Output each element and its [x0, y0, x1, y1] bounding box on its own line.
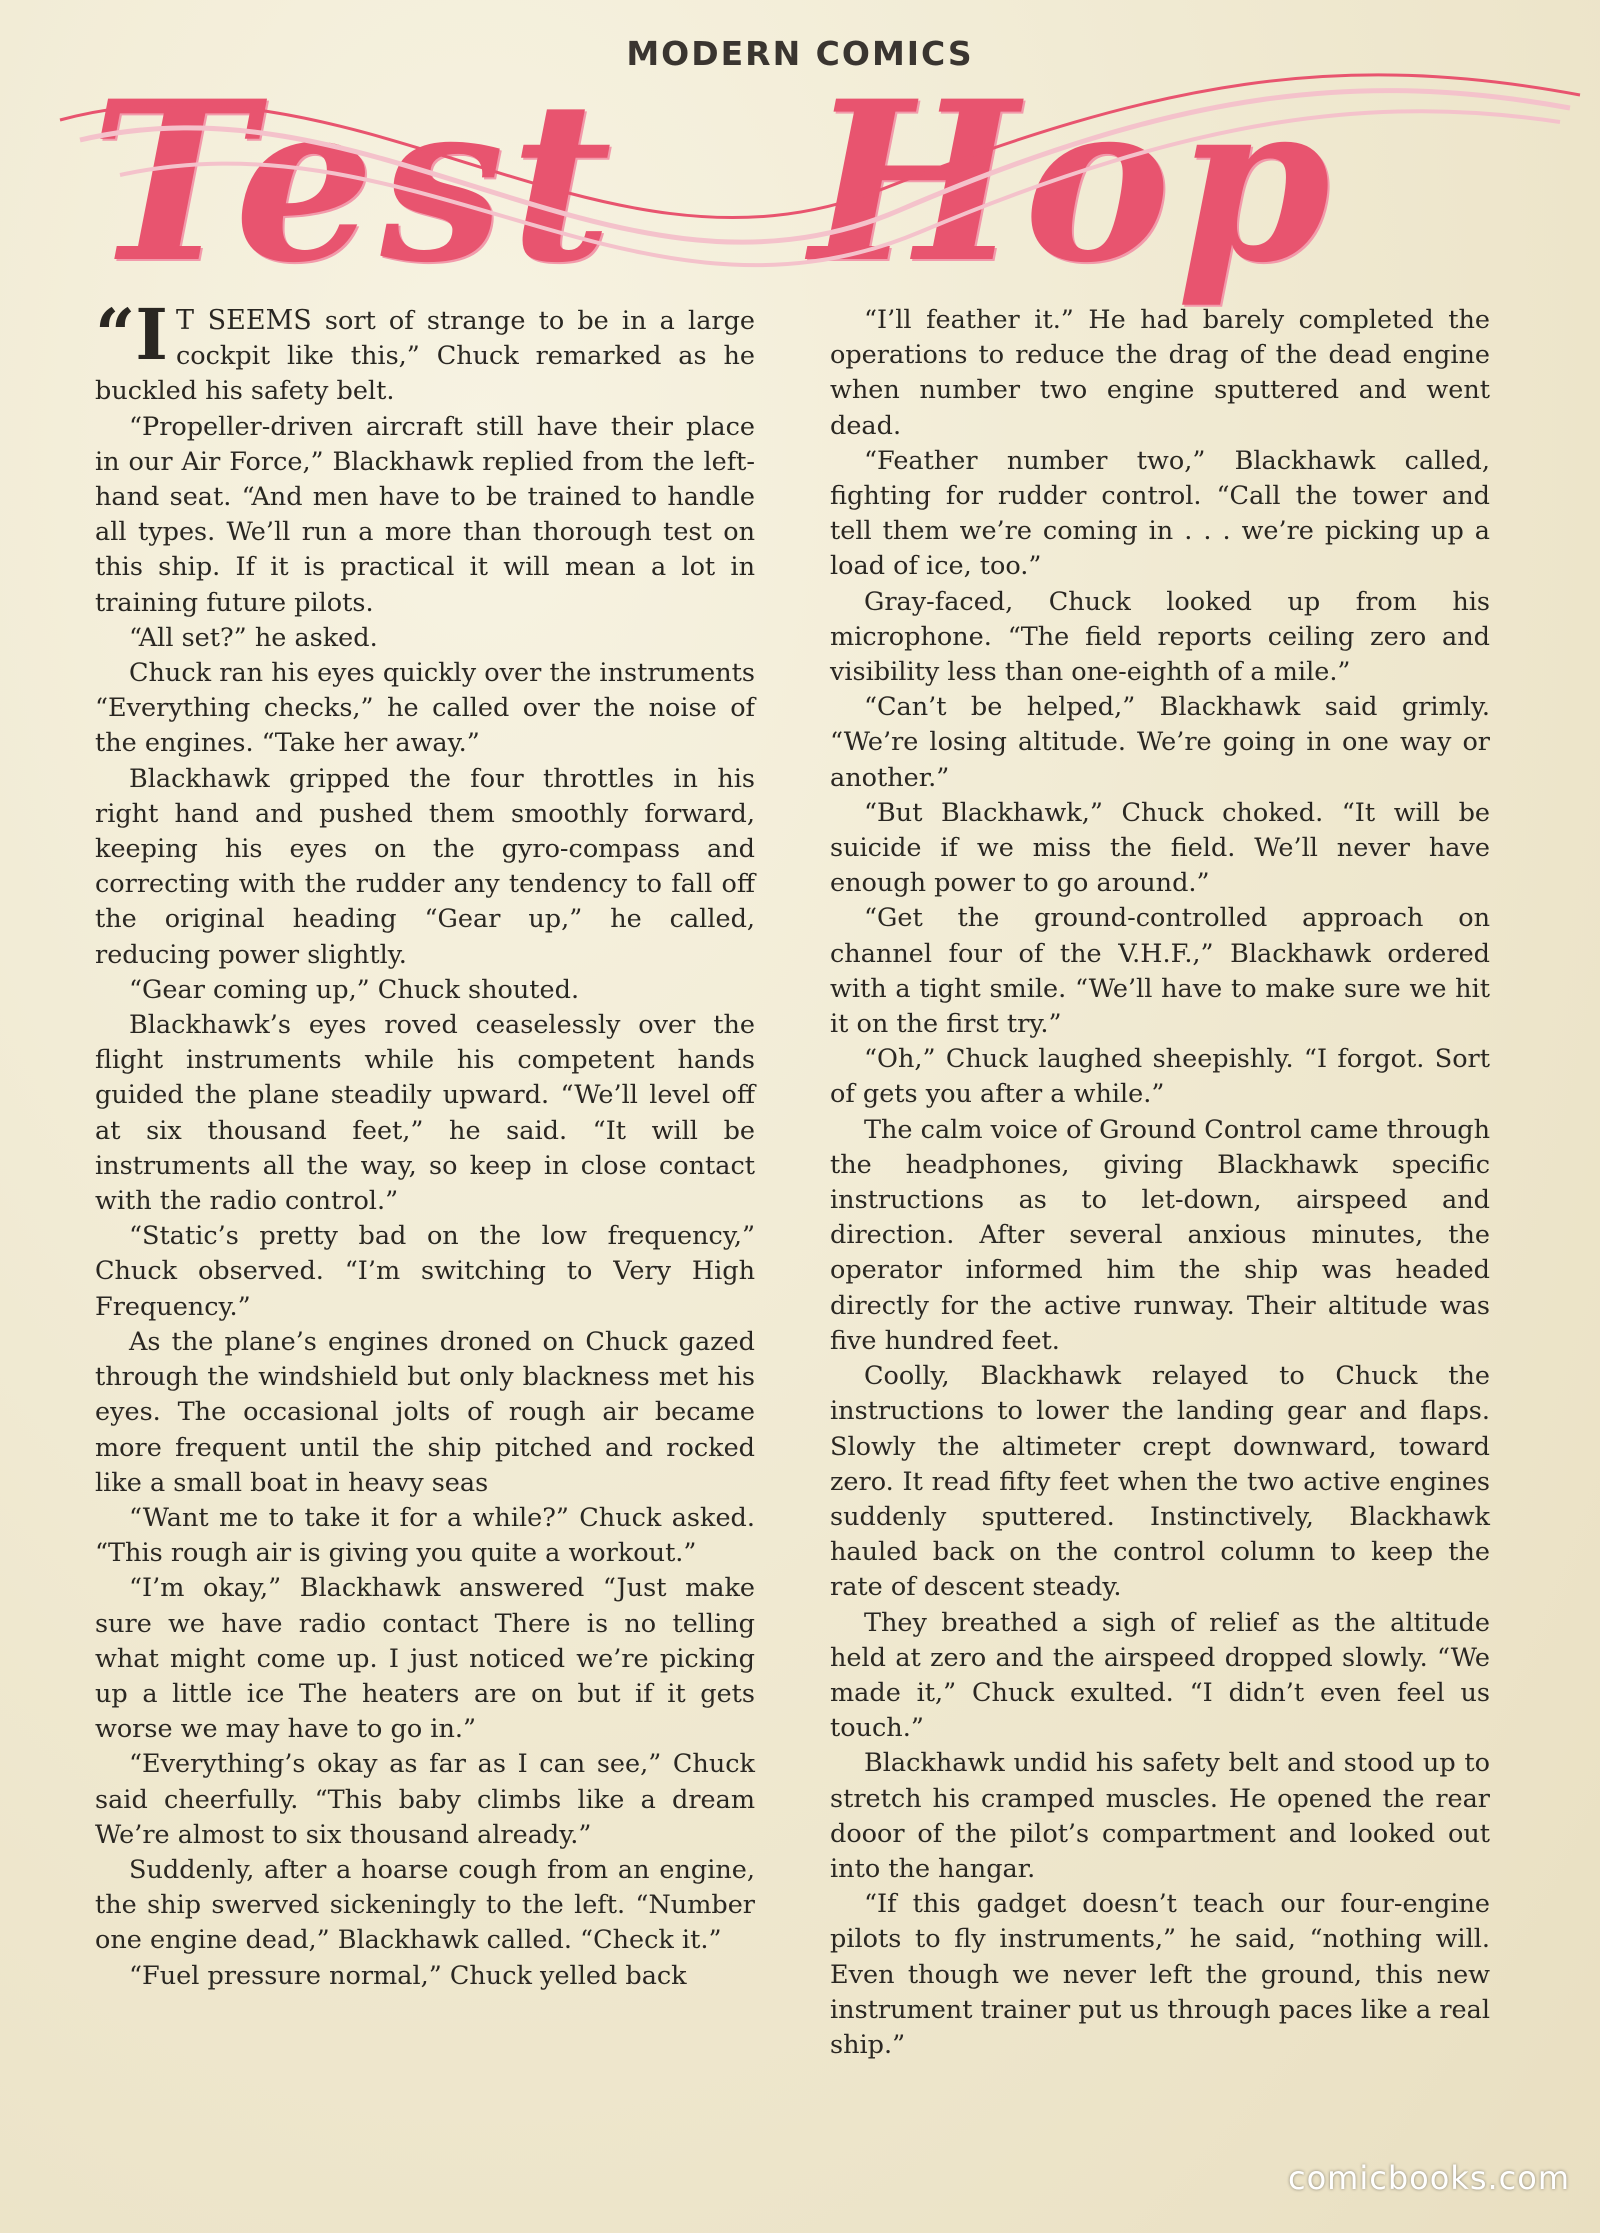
paragraph: Chuck ran his eyes quickly over the instruments “Everything checks,” he called over the noise of the engines. “Take her away.”	[95, 658, 755, 759]
paragraph: “Gear coming up,” Chuck shouted.	[129, 974, 580, 1005]
lead-in-caps: T SEEMS	[176, 305, 312, 336]
paragraph: Blackhawk undid his safety belt and stood up to stretch his cramped muscles. He opened the rear dooor of the pilot’s compartment and looked out into the hangar.	[830, 1748, 1490, 1884]
paragraph-opening	[95, 293, 755, 410]
left-column	[95, 293, 755, 1994]
story-body	[95, 293, 1505, 2103]
masthead: MODERN COMICS	[626, 34, 974, 73]
paragraph: “If this gadget doesn’t teach our four-engine pilots to fly instruments,” he said, “nothing will. Even though we never left the ground, this new instrument trainer put us through paces like a real ship.”	[830, 1889, 1490, 2060]
paragraph: “Propeller-driven aircraft still have their place in our Air Force,” Blackhawk replied from the left-hand seat. “And men have to be trained to handle all types. We’ll run a more than thorough test on this ship. If it is practical it will mean a lot in training future pilots.	[95, 411, 755, 618]
paragraph: The calm voice of Ground Control came through the headphones, giving Blackhawk specific instructions as to let-down, airspeed and direction. After several anxious minutes, the operator informed him the ship was headed directly for the active runway. Their altitude was five hundred feet.	[830, 1114, 1490, 1356]
site-watermark: comicbooks.com	[1287, 2159, 1570, 2197]
paragraph: “I’m okay,” Blackhawk answered “Just make sure we have radio contact There is no telling what might come up. I just noticed we’re picking up a little ice The heaters are on but if it gets worse we may have to go in.”	[95, 1573, 755, 1745]
paragraph: “All set?” he asked.	[129, 622, 378, 653]
title-word-test: Test	[90, 52, 618, 311]
right-column	[830, 303, 1490, 2063]
paragraph: “But Blackhawk,” Chuck choked. “It will be suicide if we miss the field. We’ll never have enough power to go around.”	[830, 797, 1490, 899]
paragraph: As the plane’s engines droned on Chuck gazed through the windshield but only blackness met his eyes. The occasional jolts of rough air became more frequent until the ship pitched and rocked like a small boat in heavy seas	[95, 1326, 755, 1498]
paragraph: They breathed a sigh of relief as the altitude held at zero and the airspeed dropped slowly. “We made it,” Chuck exulted. “I didn’t even feel us touch.”	[830, 1607, 1490, 1744]
drop-cap: “I	[95, 293, 169, 376]
opening-text: sort of strange to be in a large cockpit like this,” Chuck remarked as he buckled his safety belt.	[95, 306, 755, 407]
paragraph: “Fuel pressure normal,” Chuck yelled back	[129, 1960, 687, 1991]
paragraph: “Can’t be helped,” Blackhawk said grimly. “We’re losing altitude. We’re going in one way or another.”	[830, 692, 1490, 793]
paragraph: “Want me to take it for a while?” Chuck asked. “This rough air is giving you quite a workout.”	[95, 1502, 755, 1569]
paragraph: Blackhawk gripped the four throttles in his right hand and pushed them smoothly forward, keeping his eyes on the gyro-compass and correcting with the rudder any tendency to fall off the original heading “Gear up,” he called, reducing power slightly.	[95, 763, 755, 970]
title-swoosh-decoration	[0, 0, 1600, 320]
paragraph: “Feather number two,” Blackhawk called, fighting for rudder control. “Call the tower and tell them we’re coming in . . . we’re picking up a load of ice, too.”	[830, 445, 1490, 582]
paragraph: Blackhawk’s eyes roved ceaselessly over the flight instruments while his competent hands guided the plane steadily upward. “We’ll level off at six thousand feet,” he said. “It will be instruments all the way, so keep in close contact with the radio control.”	[95, 1010, 755, 1217]
title-word-hop: Hop	[810, 52, 1337, 311]
paragraph: “Static’s pretty bad on the low frequency,” Chuck observed. “I’m switching to Very High Frequency.”	[95, 1221, 755, 1322]
paragraph: Suddenly, after a hoarse cough from an engine, the ship swerved sickeningly to the left. “Number one engine dead,” Blackhawk called. “Check it.”	[95, 1854, 755, 1956]
paragraph: Gray-faced, Chuck looked up from his microphone. “The field reports ceiling zero and visibility less than one-eighth of a mile.”	[830, 586, 1490, 688]
paragraph: “Get the ground-controlled approach on channel four of the V.H.F.,” Blackhawk ordered with a tight smile. “We’ll have to make sure we hit it on the first try.”	[830, 903, 1490, 1040]
paragraph: “Oh,” Chuck laughed sheepishly. “I forgot. Sort of gets you after a while.”	[830, 1044, 1490, 1110]
paragraph: “Everything’s okay as far as I can see,” Chuck said cheerfully. “This baby climbs like a dream We’re almost to six thousand already.”	[95, 1749, 755, 1850]
paragraph: “I’ll feather it.” He had barely completed the operations to reduce the drag of the dead engine when number two engine sputtered and went dead.	[830, 305, 1490, 441]
paragraph: Coolly, Blackhawk relayed to Chuck the instructions to lower the landing gear and flaps. Slowly the altimeter crept downward, toward zero. It read fifty feet when the two active engines suddenly sputtered. Instinctively, Blackhawk hauled back on the control column to keep the rate of descent steady.	[830, 1361, 1490, 1603]
